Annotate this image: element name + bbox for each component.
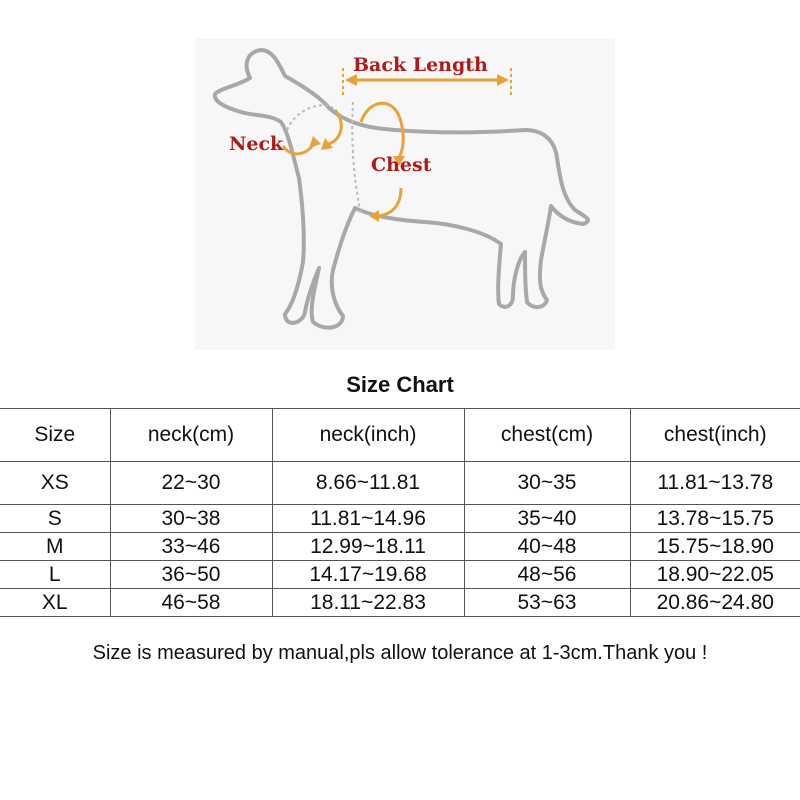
cell-neck-cm: 30~38	[110, 505, 272, 533]
back-length-label: Back Length	[353, 54, 488, 76]
cell-neck-cm: 36~50	[110, 561, 272, 589]
cell-chest-inch: 18.90~22.05	[630, 561, 800, 589]
header-size: Size	[0, 409, 110, 462]
size-chart-title: Size Chart	[346, 372, 454, 397]
cell-chest-cm: 30~35	[464, 462, 630, 505]
cell-chest-cm: 40~48	[464, 533, 630, 561]
table-row	[0, 505, 800, 533]
cell-chest-inch: 15.75~18.90	[630, 533, 800, 561]
table-row	[0, 589, 800, 617]
dog-measurement-illustration	[195, 38, 615, 350]
size-chart	[0, 360, 800, 690]
cell-neck-cm: 33~46	[110, 533, 272, 561]
cell-chest-cm: 48~56	[464, 561, 630, 589]
dog-outline-icon	[195, 38, 615, 350]
cell-size: M	[0, 533, 110, 561]
cell-size: XS	[0, 462, 110, 505]
header-neck-inch: neck(inch)	[272, 409, 464, 462]
cell-neck-inch: 8.66~11.81	[272, 462, 464, 505]
table-row	[0, 462, 800, 505]
cell-neck-cm: 22~30	[110, 462, 272, 505]
neck-label: Neck	[229, 133, 284, 155]
chest-label: Chest	[371, 154, 432, 176]
tolerance-note: Size is measured by manual,pls allow tolerance at 1-3cm.Thank you !	[92, 642, 708, 664]
header-neck-cm: neck(cm)	[110, 409, 272, 462]
cell-neck-inch: 12.99~18.11	[272, 533, 464, 561]
cell-neck-cm: 46~58	[110, 589, 272, 617]
cell-size: L	[0, 561, 110, 589]
cell-chest-cm: 35~40	[464, 505, 630, 533]
header-chest-inch: chest(inch)	[630, 409, 800, 462]
cell-neck-inch: 11.81~14.96	[272, 505, 464, 533]
header-chest-cm: chest(cm)	[464, 409, 630, 462]
table-row	[0, 533, 800, 561]
cell-chest-inch: 20.86~24.80	[630, 589, 800, 617]
size-table	[0, 408, 800, 617]
table-row	[0, 561, 800, 589]
table-header-row	[0, 409, 800, 462]
cell-size: S	[0, 505, 110, 533]
cell-chest-inch: 11.81~13.78	[630, 462, 800, 505]
cell-neck-inch: 18.11~22.83	[272, 589, 464, 617]
cell-chest-inch: 13.78~15.75	[630, 505, 800, 533]
cell-size: XL	[0, 589, 110, 617]
cell-neck-inch: 14.17~19.68	[272, 561, 464, 589]
cell-chest-cm: 53~63	[464, 589, 630, 617]
